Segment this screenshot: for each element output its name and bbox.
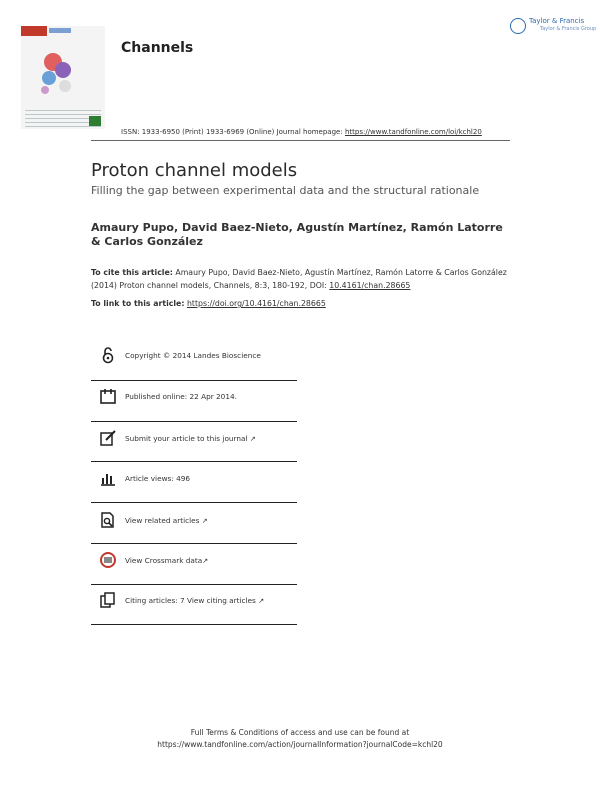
- external-link-icon: ↗: [258, 597, 265, 605]
- related-articles-row[interactable]: [99, 511, 299, 531]
- submit-article-text[interactable]: [125, 434, 256, 443]
- cover-molecule-art: [35, 40, 79, 100]
- doi-link[interactable]: 10.4161/chan.28665: [329, 280, 411, 290]
- open-access-icon: [99, 346, 117, 364]
- publisher-logo[interactable]: [510, 16, 597, 38]
- article-subtitle: Filling the gap between experimental data and the structural rationale: [91, 184, 480, 197]
- published-row: [99, 387, 299, 407]
- terms-footer-line1: Full Terms & Conditions of access and use can be found at: [190, 728, 410, 737]
- divider: [91, 461, 297, 462]
- citation-block: [91, 267, 511, 292]
- terms-footer: [0, 727, 600, 751]
- related-articles-text[interactable]: [125, 516, 208, 525]
- cover-badge: [89, 116, 101, 126]
- citation-text: Amaury Pupo, David Baez-Nieto, Agustín Martínez, Ramón Latorre & Carlos González (2014) Proton channel models, Channels, 8:3, 180-192, DOI:: [91, 268, 507, 290]
- divider: [91, 543, 297, 544]
- article-link-label: To link to this article:: [91, 299, 185, 308]
- divider: [91, 502, 297, 503]
- crossmark-label[interactable]: View Crossmark data: [125, 556, 203, 565]
- edit-icon: [99, 429, 117, 447]
- published-text: Published online: 22 Apr 2014.: [125, 392, 237, 401]
- publisher-logo-line1: Taylor & Francis: [529, 17, 585, 25]
- cover-title-band: [21, 26, 47, 36]
- journal-cover-thumbnail[interactable]: [21, 26, 105, 129]
- related-articles-label[interactable]: View related articles: [125, 516, 200, 525]
- bar-chart-icon: [99, 469, 117, 487]
- citing-articles-text[interactable]: [125, 596, 264, 605]
- publisher-logo-line2: Taylor & Francis Group: [540, 26, 597, 32]
- article-title: Proton channel models: [91, 160, 298, 181]
- citation-label: To cite this article:: [91, 268, 173, 277]
- submit-article-label[interactable]: Submit your article to this journal: [125, 434, 248, 443]
- crossmark-icon: [99, 551, 117, 569]
- document-search-icon: [99, 511, 117, 529]
- citing-articles-icon: [99, 591, 117, 609]
- publisher-logo-icon: [510, 18, 526, 34]
- external-link-icon: ↗: [202, 557, 209, 565]
- calendar-icon: [99, 387, 117, 405]
- external-link-icon: ↗: [201, 517, 208, 525]
- divider: [91, 624, 297, 625]
- header-divider: [91, 140, 510, 141]
- journal-homepage-link[interactable]: https://www.tandfonline.com/loi/kchl20: [344, 128, 482, 136]
- external-link-icon: ↗: [249, 435, 256, 443]
- crossmark-row[interactable]: [99, 551, 299, 571]
- citing-articles-label[interactable]: Citing articles: 7 View citing articles: [125, 596, 256, 605]
- submit-article-row[interactable]: [99, 429, 299, 449]
- article-link-line: [91, 299, 326, 308]
- issn-line: [121, 128, 482, 136]
- article-authors: Amaury Pupo, David Baez-Nieto, Agustín Martínez, Ramón Latorre & Carlos González: [91, 221, 503, 248]
- article-doi-url[interactable]: https://doi.org/10.4161/chan.28665: [186, 299, 326, 308]
- issn-text: ISSN: 1933-6950 (Print) 1933-6969 (Online) Journal homepage:: [121, 128, 343, 136]
- crossmark-text[interactable]: [125, 556, 208, 565]
- divider: [91, 380, 297, 381]
- divider: [91, 584, 297, 585]
- citing-articles-row[interactable]: [99, 591, 299, 611]
- cover-subtitle-band: [49, 28, 71, 33]
- journal-name: Channels: [121, 40, 194, 56]
- terms-footer-link[interactable]: https://www.tandfonline.com/action/journalInformation?journalCode=kchl20: [157, 740, 443, 749]
- divider: [91, 421, 297, 422]
- article-views-text: Article views: 496: [125, 474, 191, 483]
- copyright-text: Copyright © 2014 Landes Bioscience: [125, 351, 261, 360]
- copyright-row: [99, 346, 299, 366]
- article-views-row: [99, 469, 299, 489]
